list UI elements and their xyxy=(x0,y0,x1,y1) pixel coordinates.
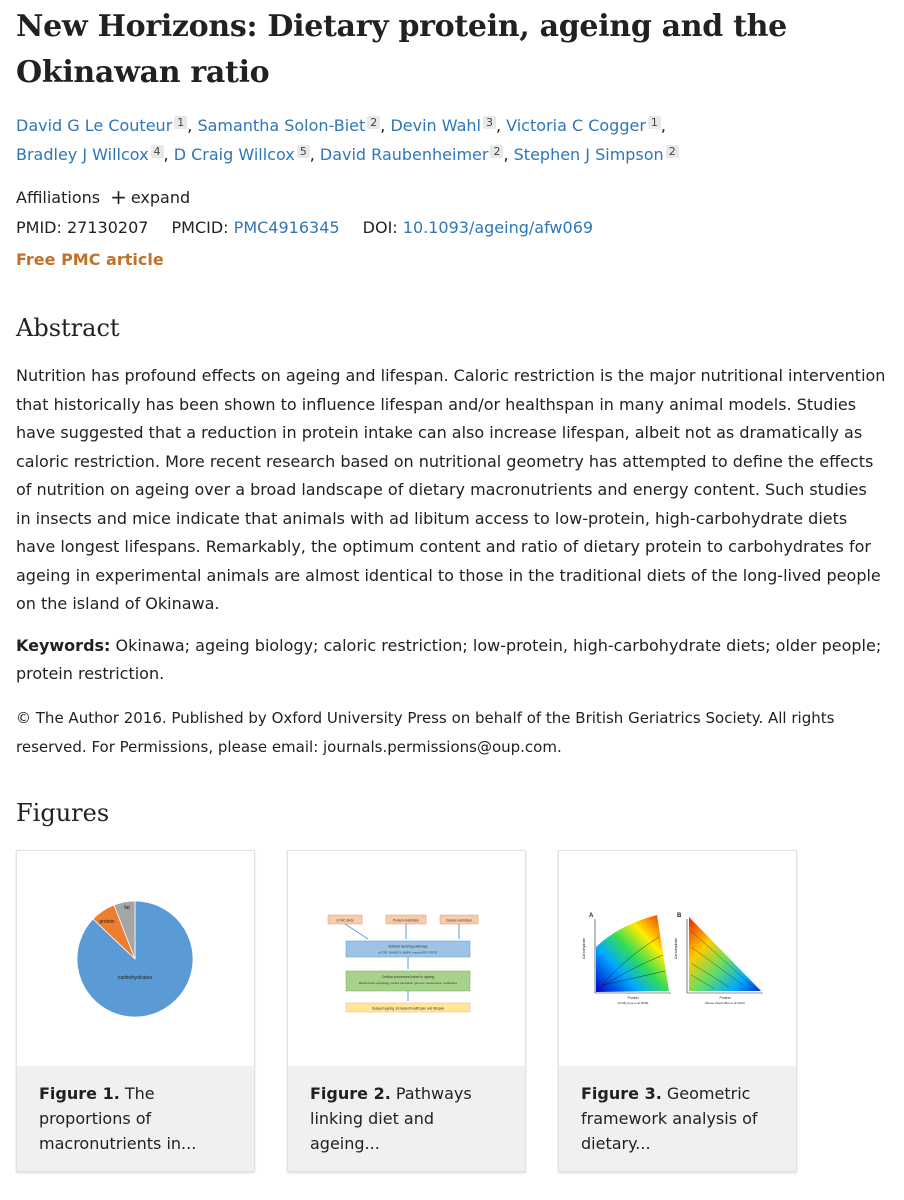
pmid-value: 27130207 xyxy=(66,218,149,237)
pmcid-label: PMCID: xyxy=(171,218,229,237)
author-link[interactable]: David G Le Couteur xyxy=(16,116,173,135)
axis-label: Protein xyxy=(719,996,731,1000)
article-title: New Horizons: Dietary protein, ageing and the Okinawan ratio xyxy=(16,9,787,90)
figure-thumbnail[interactable] xyxy=(17,851,254,1066)
affiliation-number[interactable]: 5 xyxy=(297,145,310,158)
figure-label: Figure 1. xyxy=(39,1084,120,1103)
affiliations-toggle[interactable] xyxy=(16,185,190,210)
axis-label: Protein xyxy=(627,996,639,1000)
figure-caption-text: Geometric framework analysis of dietary... xyxy=(581,1084,758,1153)
figure-label: Figure 2. xyxy=(310,1084,391,1103)
affiliation-number[interactable]: 2 xyxy=(490,145,503,158)
figure-label: Figure 3. xyxy=(581,1084,662,1103)
affiliation-number[interactable]: 1 xyxy=(174,116,187,129)
keywords-text: Okinawa; ageing biology; caloric restriction; low-protein, high-carbohydrate diets; older people; protein restriction. xyxy=(16,636,882,683)
diagram-box-label: Nutrient sensing pathways xyxy=(388,944,428,949)
figure-card[interactable] xyxy=(558,850,797,1172)
keywords xyxy=(16,632,886,688)
figures-heading: Figures xyxy=(16,799,110,827)
figure-caption[interactable] xyxy=(559,1066,796,1171)
figure-caption[interactable] xyxy=(288,1066,525,1171)
plus-icon: + xyxy=(110,185,127,209)
diagram-box-label: Cellular processes linked to ageing xyxy=(381,975,435,979)
axis-label: Carbohydrate xyxy=(674,937,678,959)
doi-label: DOI: xyxy=(362,218,398,237)
panel-label: B xyxy=(677,913,682,919)
geometric-framework-thumbnail xyxy=(559,851,796,1066)
diagram-box-label: mTOR, GH/IGF1, AMPK, insulin/IGF, FGF21 xyxy=(378,950,438,955)
diagram-box-label: LPHC diets xyxy=(336,918,354,923)
author-link[interactable]: Devin Wahl xyxy=(390,116,481,135)
pie-chart-thumbnail xyxy=(17,851,254,1066)
author-link[interactable]: Bradley J Willcox xyxy=(16,145,149,164)
pie-label-protein: protein xyxy=(99,919,115,925)
affiliation-number[interactable]: 4 xyxy=(151,145,164,158)
abstract-text: Nutrition has profound effects on ageing and lifespan. Caloric restriction is the major nutritional intervention that historically has been shown to influence lifespan and/or healthspan in many animal models. Studies have suggested that a reduction in protein intake can also increase lifespan, albeit not as dramatically as caloric restriction. More recent research based on nutritional geometry has attempted to define the effects of nutrition on ageing over a broad landscape of dietary macronutrients and energy content. Such studies in insects and mice indicate that animals with ad libitum access to low-protein, high-carbohydrate diets have longest lifespans. Remarkably, the optimum content and ratio of dietary protein to carbohydrates for ageing in experimental animals are almost identical to those in the traditional diets of the long-lived people on the island of Okinawa. xyxy=(16,366,886,613)
figure-caption-text: Pathways linking diet and ageing... xyxy=(310,1084,472,1153)
free-pmc-badge: Free PMC article xyxy=(16,250,164,269)
figure-caption-text: The proportions of macronutrients in... xyxy=(39,1084,197,1153)
pathway-diagram-thumbnail xyxy=(288,851,525,1066)
figure-card[interactable] xyxy=(287,850,526,1172)
affiliation-number[interactable]: 2 xyxy=(666,145,679,158)
pie-label-carbohydrates: carbohydrates xyxy=(117,975,153,981)
abstract-heading: Abstract xyxy=(16,314,120,342)
author-link[interactable]: David Raubenheimer xyxy=(319,145,489,164)
panel-label: A xyxy=(589,913,594,919)
pmid-label: PMID: xyxy=(16,218,62,237)
author-list: David G Le Couteur $^1$ , Samantha Solon-Biet $^2$ , Devin Wahl $^3$ , Victoria C Cogger $^1$ , Bradley J Willcox $^4$ , D Craig Willcox $^5$ , David Raubenheimer $^2$ , Stephen J Simpson $^2$ xyxy=(16,111,886,169)
figure-card[interactable] xyxy=(16,850,255,1172)
pmcid-link[interactable]: PMC4916345 xyxy=(233,218,340,237)
affiliations-label: Affiliations xyxy=(16,188,101,207)
figure-caption[interactable] xyxy=(17,1066,254,1171)
figure-thumbnail[interactable] xyxy=(559,851,796,1066)
affiliation-number[interactable]: 1 xyxy=(648,116,661,129)
pie-label-fat: fat xyxy=(124,905,130,911)
author-link[interactable]: Samantha Solon-Biet xyxy=(197,116,366,135)
source-label: Mouse (Solon-Biet et al 2014) xyxy=(705,1001,745,1005)
affiliation-number[interactable]: 2 xyxy=(367,116,380,129)
axis-label: Carbohydrate xyxy=(582,937,586,959)
diagram-box-label: Protein restriction xyxy=(392,918,420,923)
figure-thumbnail[interactable] xyxy=(288,851,525,1066)
diagram-box-label: Mitochondria, autophagy, protein translation, genome maintenance, metabolism xyxy=(358,981,458,985)
author-link[interactable]: Stephen J Simpson xyxy=(513,145,664,164)
diagram-box-label: Delayed ageing, increased healthspan and lifespan xyxy=(371,1006,445,1011)
copyright-notice: © The Author 2016. Published by Oxford University Press on behalf of the British Geriatrics Society. All rights reserved. For Permissions, please email: journals.permissions@oup.com. xyxy=(16,709,835,756)
source-label: Fruitfly (Lee et al 2008) xyxy=(617,1001,649,1005)
diagram-box-label: Caloric restriction xyxy=(445,918,473,923)
affiliation-number[interactable]: 3 xyxy=(483,116,496,129)
article-identifiers xyxy=(16,216,593,240)
doi-link[interactable]: 10.1093/ageing/afw069 xyxy=(402,218,594,237)
author-link[interactable]: D Craig Willcox xyxy=(173,145,295,164)
keywords-label: Keywords: xyxy=(16,636,111,655)
author-link[interactable]: Victoria C Cogger xyxy=(506,116,646,135)
expand-label: expand xyxy=(130,188,191,207)
